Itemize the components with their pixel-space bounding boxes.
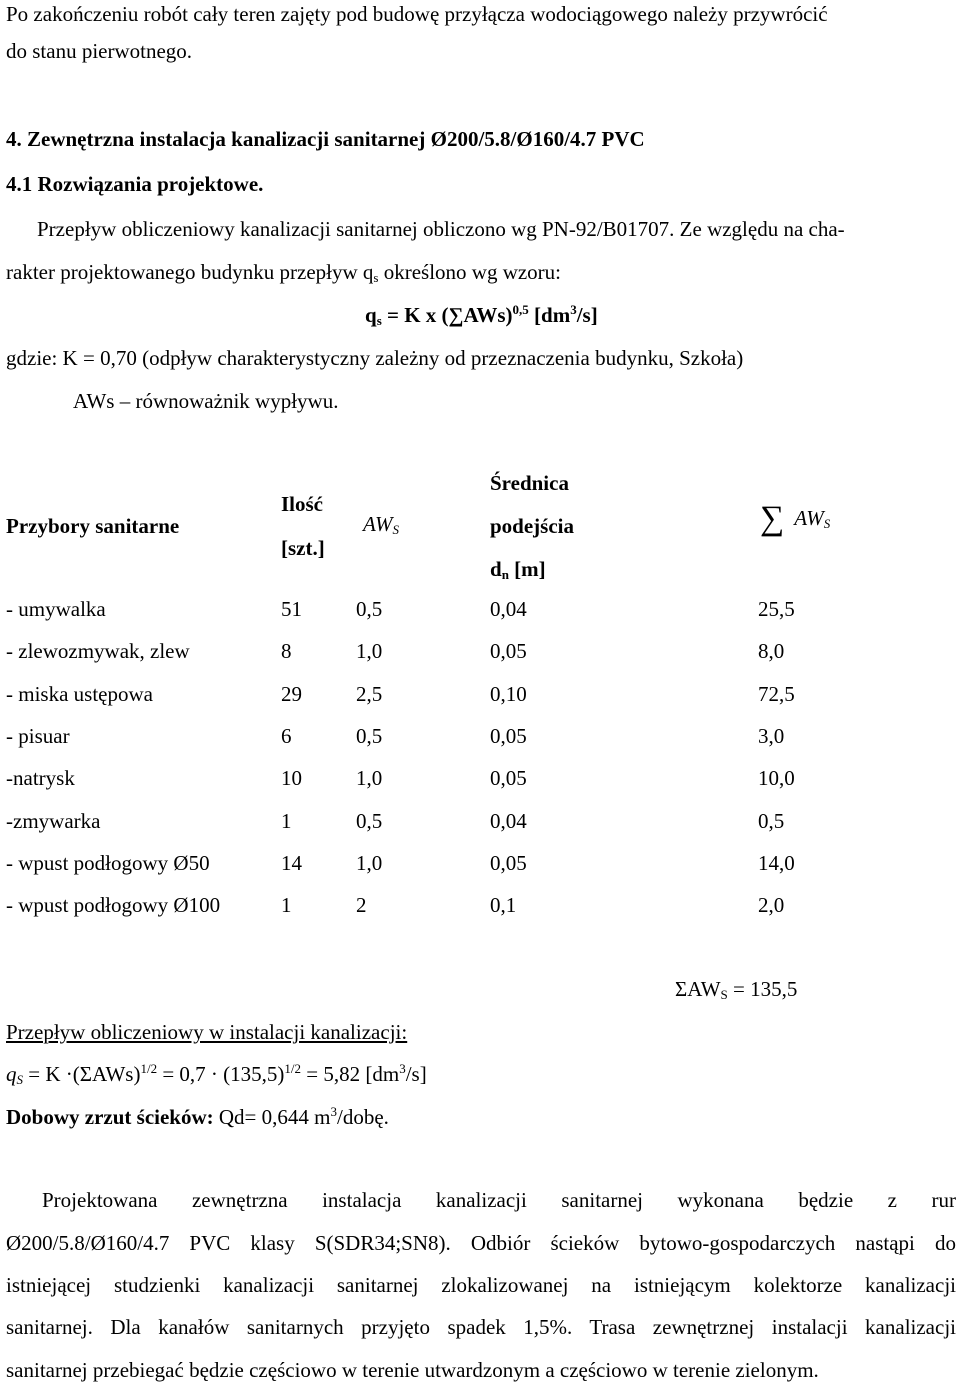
cell-diam: 0,05 <box>490 851 527 875</box>
cell-sum: 25,5 <box>758 597 795 621</box>
where-aws-line: AWs – równoważnik wypływu. <box>73 389 339 413</box>
cell-name: - wpust podłogowy Ø100 <box>6 893 221 917</box>
where-k-line: gdzie: K = 0,70 (odpływ charakterystyczny zależny od przeznaczenia budynku, Szkoła) <box>6 346 744 370</box>
cell-sum: 72,5 <box>758 682 795 706</box>
cell-qty: 10 <box>281 766 302 790</box>
header-diam-2: podejścia <box>490 514 574 538</box>
cell-diam: 0,04 <box>490 809 527 833</box>
cell-name: - miska ustępowa <box>6 682 153 706</box>
cell-aws: 0,5 <box>356 809 383 833</box>
cell-name: - umywalka <box>6 597 106 621</box>
cell-aws: 2 <box>356 893 367 917</box>
cell-sum: 10,0 <box>758 766 795 790</box>
cell-sum: 0,5 <box>758 809 785 833</box>
header-fixtures: Przybory sanitarne <box>6 514 180 538</box>
cell-diam: 0,04 <box>490 597 527 621</box>
final-line-2: Ø200/5.8/Ø160/4.7 PVC klasy S(SDR34;SN8). Odbiór ścieków bytowo-gospodarczych nastąpi do <box>6 1231 956 1255</box>
cell-sum: 2,0 <box>758 893 785 917</box>
header-diam-1: Średnica <box>490 471 569 495</box>
para1-line-2: rakter projektowanego budynku przepływ $q_s$ określono wg wzoru: <box>6 260 562 285</box>
calc-formula: $q_S = K \cdot(\Sigma AWs)^{1/2} = 0,7 \cdot (135,5)^{1/2} = 5,82$ $[dm^3/s]$ <box>6 1061 427 1087</box>
cell-aws: 0,5 <box>356 724 383 748</box>
header-qty-2: [szt.] <box>281 536 325 560</box>
cell-sum: 8,0 <box>758 639 785 663</box>
cell-qty: 1 <box>281 809 292 833</box>
cell-qty: 8 <box>281 639 292 663</box>
header-qty-1: Ilość <box>281 492 323 516</box>
calc-title: Przepływ obliczeniowy w instalacji kanalizacji: <box>6 1020 408 1044</box>
header-aws: $AW_S$ <box>363 512 400 537</box>
sigma-icon: ∑ <box>760 500 785 537</box>
daily-discharge: Dobowy zrzut ścieków: Qd= 0,644 $m^3$/dobę. <box>6 1104 389 1129</box>
final-line-3: istniejącej studzienki kanalizacji sanitarnej zlokalizowanej na istniejącym kolektorze kanalizacji <box>6 1273 956 1297</box>
header-sum-aws: ∑ $AW_S$ <box>760 500 831 537</box>
section-heading: 4. Zewnętrzna instalacja kanalizacji sanitarnej Ø200/5.8/Ø160/4.7 PVC <box>6 127 645 151</box>
cell-diam: 0,05 <box>490 639 527 663</box>
para1-line-1: Przepływ obliczeniowy kanalizacji sanitarnej obliczono wg PN-92/B01707. Ze względu na cha- <box>37 217 845 241</box>
cell-qty: 14 <box>281 851 302 875</box>
cell-diam: 0,10 <box>490 682 527 706</box>
cell-qty: 51 <box>281 597 302 621</box>
cell-name: - zlewozmywak, zlew <box>6 639 190 663</box>
cell-name: - pisuar <box>6 724 70 748</box>
cell-diam: 0,1 <box>490 893 517 917</box>
cell-aws: 1,0 <box>356 766 383 790</box>
cell-qty: 29 <box>281 682 302 706</box>
cell-aws: 0,5 <box>356 597 383 621</box>
table-total: $\Sigma AW_S = 135,5$ <box>675 977 798 1002</box>
cell-diam: 0,05 <box>490 724 527 748</box>
cell-aws: 1,0 <box>356 639 383 663</box>
cell-name: -zmywarka <box>6 809 101 833</box>
section-subheading: 4.1 Rozwiązania projektowe. <box>6 172 264 196</box>
cell-qty: 1 <box>281 893 292 917</box>
cell-sum: 14,0 <box>758 851 795 875</box>
flow-formula: $q_s = K$ x $(\sum AWs)^{0,5}$ $[dm^3/s]$ <box>365 302 598 328</box>
intro-line-2: do stanu pierwotnego. <box>6 39 193 63</box>
cell-aws: 1,0 <box>356 851 383 875</box>
cell-sum: 3,0 <box>758 724 785 748</box>
header-diam-3: $d_n$ [m] <box>490 557 546 582</box>
cell-aws: 2,5 <box>356 682 383 706</box>
final-line-5: sanitarnej przebiegać będzie częściowo w terenie utwardzonym a częściowo w terenie zielonym. <box>6 1358 819 1382</box>
final-line-4: sanitarnej. Dla kanałów sanitarnych przyjęto spadek 1,5%. Trasa zewnętrznej instalacji kanalizacji <box>6 1315 956 1339</box>
final-line-1: Projektowana zewnętrzna instalacja kanalizacji sanitarnej wykonana będzie z rur <box>42 1188 956 1212</box>
intro-line-1: Po zakończeniu robót cały teren zajęty pod budowę przyłącza wodociągowego należy przywrócić <box>6 2 828 26</box>
cell-name: - wpust podłogowy Ø50 <box>6 851 210 875</box>
cell-diam: 0,05 <box>490 766 527 790</box>
cell-qty: 6 <box>281 724 292 748</box>
cell-name: -natrysk <box>6 766 75 790</box>
